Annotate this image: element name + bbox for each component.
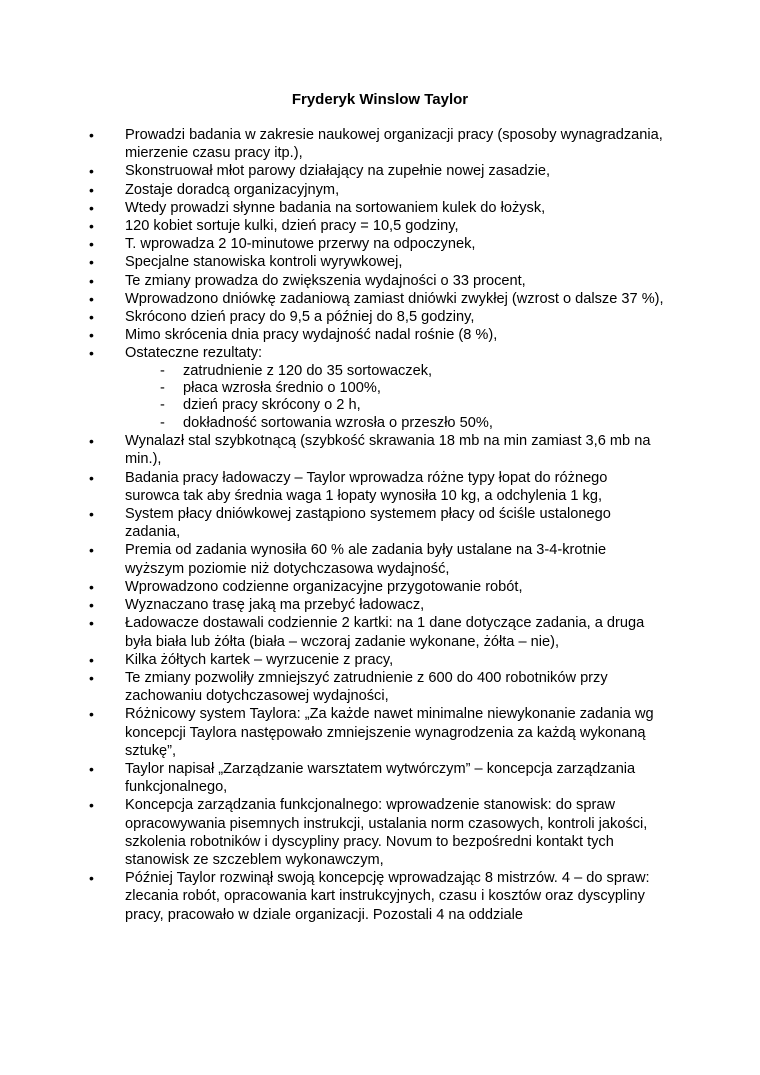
list-item-text: Te zmiany prowadza do zwiększenia wydajności o 33 procent, (125, 272, 526, 289)
list-item (0, 253, 665, 271)
list-item-text: T. wprowadza 2 10-minutowe przerwy na odpoczynek, (125, 236, 476, 253)
list-item (0, 162, 665, 180)
bullet-icon: • (89, 236, 94, 253)
list-item (0, 614, 665, 650)
document-title: Fryderyk Winslow Taylor (291, 91, 469, 108)
bullet-icon: • (89, 345, 94, 362)
sublist-item-text: płaca wzrosła średnio o 100%, (183, 380, 381, 397)
list-item-text: Zostaje doradcą organizacyjnym, (125, 181, 340, 198)
list-item-text: 120 kobiet sortuje kulki, dzień pracy = 10,5 godziny, (125, 218, 459, 235)
list-item-text: Wprowadzono dniówkę zadaniową zamiast dniówki zwykłej (wzrost o dalsze 37 %), (125, 290, 664, 307)
bullet-icon: • (89, 218, 94, 235)
list-item (0, 669, 665, 705)
list-item-text: Prowadzi badania w zakresie naukowej organizacji pracy (sposoby wynagradzania, mierzenie czasu pracy itp.), (125, 127, 663, 162)
list-item (0, 505, 665, 541)
list-item (0, 199, 665, 217)
list-item (0, 541, 665, 577)
list-item-text: Wtedy prowadzi słynne badania na sortowaniem kulek do łożysk, (125, 199, 546, 216)
list-item (0, 432, 665, 468)
bullet-icon: • (89, 578, 94, 595)
sublist-item-text: dzień pracy skrócony o 2 h, (183, 397, 361, 414)
list-item (0, 181, 665, 199)
bullet-icon: • (89, 760, 94, 777)
list-item-text: Specjalne stanowiska kontroli wyrywkowej, (125, 254, 403, 271)
bullet-icon: • (89, 797, 94, 814)
bullet-icon: • (89, 597, 94, 614)
dash-icon: - (160, 362, 165, 379)
list-item-text: Ładowacze dostawali codziennie 2 kartki: na 1 dane dotyczące zadania, a druga była biała lub żółta (biała – wczoraj zadanie wykonane, żółta – nie), (125, 615, 645, 650)
bullet-icon: • (89, 669, 94, 686)
list-item-text: Wynalazł stal szybkotnącą (szybkość skrawania 18 mb na min zamiast 3,6 mb na min.), (125, 433, 651, 468)
list-item (0, 760, 665, 796)
bullet-list (0, 126, 760, 924)
list-item (0, 326, 665, 344)
bullet-icon: • (89, 181, 94, 198)
list-item (0, 796, 665, 869)
dash-icon: - (160, 414, 165, 431)
list-item-text: Badania pracy ładowaczy – Taylor wprowadza różne typy łopat do różnego surowca tak aby średnia waga 1 łopaty wynosiła 10 kg, a odchylenia 1 kg, (125, 469, 608, 504)
list-item-text: Premia od zadania wynosiła 60 % ale zadania były ustalane na 3-4-krotnie wyższym poziomie niż dotychczasowa wydajność, (125, 542, 607, 577)
list-item-text: Ostateczne rezultaty: (125, 345, 263, 362)
list-item-text: System płacy dniówkowej zastąpiono systemem płacy od ściśle ustalonego zadania, (125, 506, 611, 541)
list-item (0, 308, 665, 326)
bullet-icon: • (89, 163, 94, 180)
list-item (0, 344, 665, 432)
list-item-text: Skrócono dzień pracy do 9,5 a później do 8,5 godziny, (125, 309, 475, 326)
bullet-icon: • (89, 469, 94, 486)
list-item-text: Kilka żółtych kartek – wyrzucenie z pracy, (125, 651, 394, 668)
results-sublist (125, 363, 665, 433)
sublist-item (125, 415, 665, 432)
list-item (0, 578, 665, 596)
sublist-item-text: zatrudnienie z 120 do 35 sortowaczek, (183, 362, 433, 379)
bullet-icon: • (89, 506, 94, 523)
list-item (0, 272, 665, 290)
list-item-text: Mimo skrócenia dnia pracy wydajność nadal rośnie (8 %), (125, 327, 498, 344)
bullet-icon: • (89, 433, 94, 450)
bullet-icon: • (89, 327, 94, 344)
bullet-icon: • (89, 254, 94, 271)
list-item (0, 596, 665, 614)
list-item-text: Wyznaczano trasę jaką ma przebyć ładowacz, (125, 597, 425, 614)
bullet-icon: • (89, 651, 94, 668)
list-item-text: Te zmiany pozwoliły zmniejszyć zatrudnienie z 600 do 400 robotników przy zachowaniu dotychczasowej wydajności, (125, 669, 608, 705)
list-item (0, 705, 665, 760)
sublist-item-text: dokładność sortowania wzrosła o przeszło 50%, (183, 414, 493, 431)
sublist-item (125, 363, 665, 380)
list-item (0, 469, 665, 505)
list-item (0, 290, 665, 308)
bullet-icon: • (89, 199, 94, 216)
list-item-text: Skonstruował młot parowy działający na zupełnie nowej zasadzie, (125, 163, 551, 180)
list-item-text: Taylor napisał „Zarządzanie warsztatem wytwórczym” – koncepcja zarządzania funkcjonalnego, (125, 760, 636, 796)
list-item-text: Wprowadzono codzienne organizacyjne przygotowanie robót, (125, 578, 523, 595)
bullet-icon: • (89, 542, 94, 559)
sublist-item (125, 380, 665, 397)
dash-icon: - (160, 397, 165, 414)
list-item (0, 651, 665, 669)
list-item (0, 126, 665, 162)
bullet-icon: • (89, 309, 94, 326)
list-item (0, 235, 665, 253)
list-item-text: Koncepcja zarządzania funkcjonalnego: wprowadzenie stanowisk: do spraw opracowywania pisemnych instrukcji, ustalania norm czasowych, kontroli jakości, szkolenia robotników i dyscypliny pracy. Novum to bezpośredni kontakt tych stanowisk ze szczeblem wykonawczym, (125, 797, 648, 868)
bullet-icon: • (89, 272, 94, 289)
list-item (0, 217, 665, 235)
bullet-icon: • (89, 615, 94, 632)
dash-icon: - (160, 380, 165, 397)
bullet-icon: • (89, 706, 94, 723)
bullet-icon: • (89, 870, 94, 887)
bullet-icon: • (89, 127, 94, 143)
list-item (0, 869, 665, 924)
bullet-icon: • (89, 290, 94, 307)
sublist-item (125, 397, 665, 414)
list-item-text: Różnicowy system Taylora: „Za każde nawet minimalne niewykonanie zadania wg koncepcji Taylora następowało zmniejszenie wynagrodzenia za każdą wykonaną sztukę”, (125, 706, 654, 759)
list-item-text: Później Taylor rozwinął swoją koncepcję wprowadzając 8 mistrzów. 4 – do spraw: zlecania robót, opracowania kart instrukcyjnych, czasu i kosztów oraz dyscypliny pracy, pracowało w dziale organizacji. Pozostali 4 na oddziale (125, 870, 650, 923)
